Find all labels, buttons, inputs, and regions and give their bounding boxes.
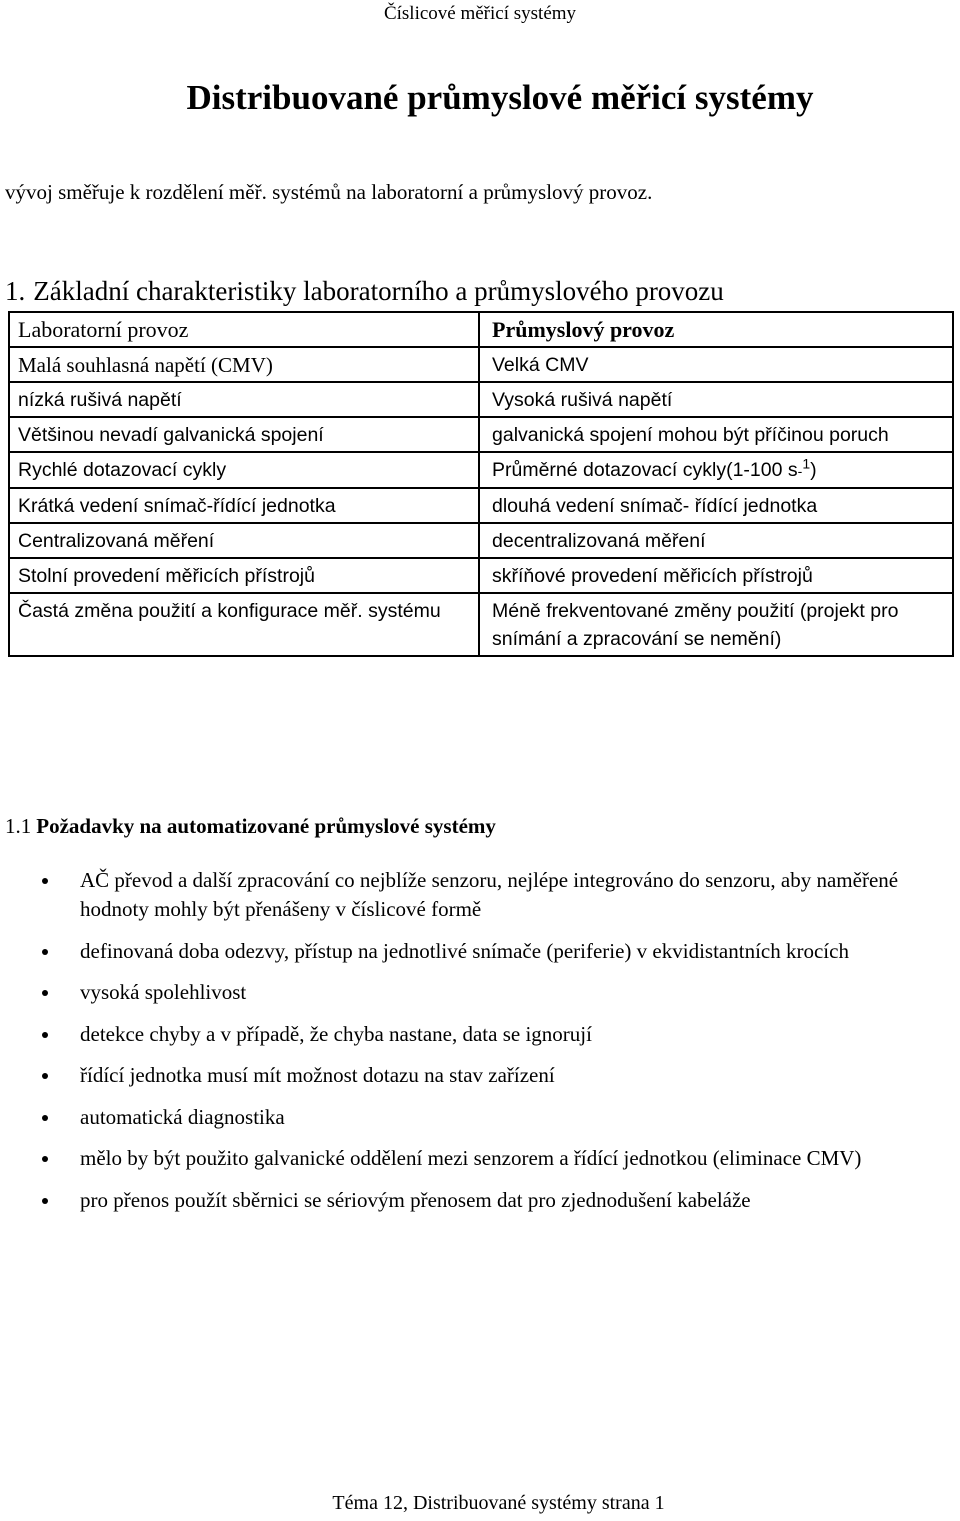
table-row bbox=[9, 417, 953, 452]
table-cell-industrial: Velká CMV bbox=[479, 347, 953, 382]
comparison-table bbox=[8, 311, 954, 657]
table-row bbox=[9, 523, 953, 558]
bullet-icon bbox=[42, 990, 48, 996]
list-item-text: detekce chyby a v případě, že chyba nastane, data se ignorují bbox=[80, 1021, 592, 1046]
section-title: Požadavky na automatizované průmyslové systémy bbox=[36, 814, 496, 838]
column-header-industrial: Průmyslový provoz bbox=[479, 312, 953, 347]
table-cell-laboratory: Stolní provedení měřicích přístrojů bbox=[9, 558, 479, 593]
table-row bbox=[9, 452, 953, 488]
list-item-text: automatická diagnostika bbox=[80, 1104, 285, 1129]
list-item-text: pro přenos použít sběrnici se sériovým přenosem dat pro zjednodušení kabeláže bbox=[80, 1187, 751, 1212]
list-item bbox=[0, 937, 960, 966]
requirements-list bbox=[0, 866, 960, 1227]
page-footer: Téma 12, Distribuované systémy strana 1 bbox=[332, 1492, 665, 1514]
table-cell-industrial bbox=[479, 452, 953, 488]
list-item bbox=[0, 866, 960, 924]
list-item-text: AČ převod a další zpracování co nejblíže senzoru, nejlépe integrováno do senzoru, aby naměřené hodnoty mohly být přenášeny v číslicové formě bbox=[80, 868, 899, 921]
table-cell-industrial: decentralizovaná měření bbox=[479, 523, 953, 558]
section-heading-1-1 bbox=[5, 814, 496, 839]
cell-exponent: 1 bbox=[802, 455, 811, 472]
table-header-row bbox=[9, 312, 953, 347]
list-item bbox=[0, 1061, 960, 1090]
table-row bbox=[9, 593, 953, 656]
table-row bbox=[9, 558, 953, 593]
running-header: Číslicové měřicí systémy bbox=[383, 3, 577, 24]
intro-paragraph: vývoj směřuje k rozdělení měř. systémů na laboratorní a průmyslový provoz. bbox=[5, 180, 653, 204]
table-row bbox=[9, 347, 953, 382]
table-cell-industrial: skříňové provedení měřicích přístrojů bbox=[479, 558, 953, 593]
table-cell-industrial: Méně frekventované změny použití (projekt pro snímání a zpracování se nemění) bbox=[479, 593, 953, 656]
bullet-icon bbox=[42, 878, 48, 884]
list-item bbox=[0, 1186, 960, 1215]
cell-text: Průměrné dotazovací cykly(1-100 s bbox=[492, 459, 798, 481]
list-item bbox=[0, 978, 960, 1007]
table-cell-laboratory: Krátká vedení snímač-řídící jednotka bbox=[9, 488, 479, 523]
section-number: 1. bbox=[5, 276, 26, 306]
section-title: Základní charakteristiky laboratorního a průmyslového provozu bbox=[33, 276, 724, 306]
document-title: Distribuované průmyslové měřicí systémy bbox=[186, 78, 814, 117]
bullet-icon bbox=[42, 1115, 48, 1121]
list-item-text: definovaná doba odezvy, přístup na jednotlivé snímače (periferie) v ekvidistantních krocích bbox=[80, 938, 849, 963]
list-item-text: mělo by být použito galvanické oddělení mezi senzorem a řídící jednotkou (eliminace CMV) bbox=[80, 1146, 862, 1170]
table-row bbox=[9, 488, 953, 523]
table-cell-laboratory: Centralizovaná měření bbox=[9, 523, 479, 558]
list-item bbox=[0, 1144, 960, 1173]
cell-minus: - bbox=[797, 463, 803, 479]
list-item bbox=[0, 1020, 960, 1049]
list-item-text: vysoká spolehlivost bbox=[80, 980, 247, 1004]
table-cell-laboratory: Většinou nevadí galvanická spojení bbox=[9, 417, 479, 452]
table-cell-laboratory: Častá změna použití a konfigurace měř. systému bbox=[9, 593, 479, 656]
section-number: 1.1 bbox=[5, 814, 32, 838]
table-cell-industrial: dlouhá vedení snímač- řídící jednotka bbox=[479, 488, 953, 523]
section-heading-1 bbox=[5, 276, 724, 307]
bullet-icon bbox=[42, 1032, 48, 1038]
column-header-laboratory: Laboratorní provoz bbox=[9, 312, 479, 347]
cell-close: ) bbox=[810, 459, 817, 481]
bullet-icon bbox=[42, 1073, 48, 1079]
table-cell-industrial: Vysoká rušivá napětí bbox=[479, 382, 953, 417]
bullet-icon bbox=[42, 1198, 48, 1204]
bullet-icon bbox=[42, 1156, 48, 1162]
list-item bbox=[0, 1103, 960, 1132]
bullet-icon bbox=[42, 949, 48, 955]
list-item-text: řídící jednotka musí mít možnost dotazu na stav zařízení bbox=[80, 1063, 555, 1087]
table-cell-industrial: galvanická spojení mohou být příčinou poruch bbox=[479, 417, 953, 452]
table-cell-laboratory: nízká rušivá napětí bbox=[9, 382, 479, 417]
table-row bbox=[9, 382, 953, 417]
table-cell-laboratory: Malá souhlasná napětí (CMV) bbox=[9, 347, 479, 382]
table-cell-laboratory: Rychlé dotazovací cykly bbox=[9, 452, 479, 488]
